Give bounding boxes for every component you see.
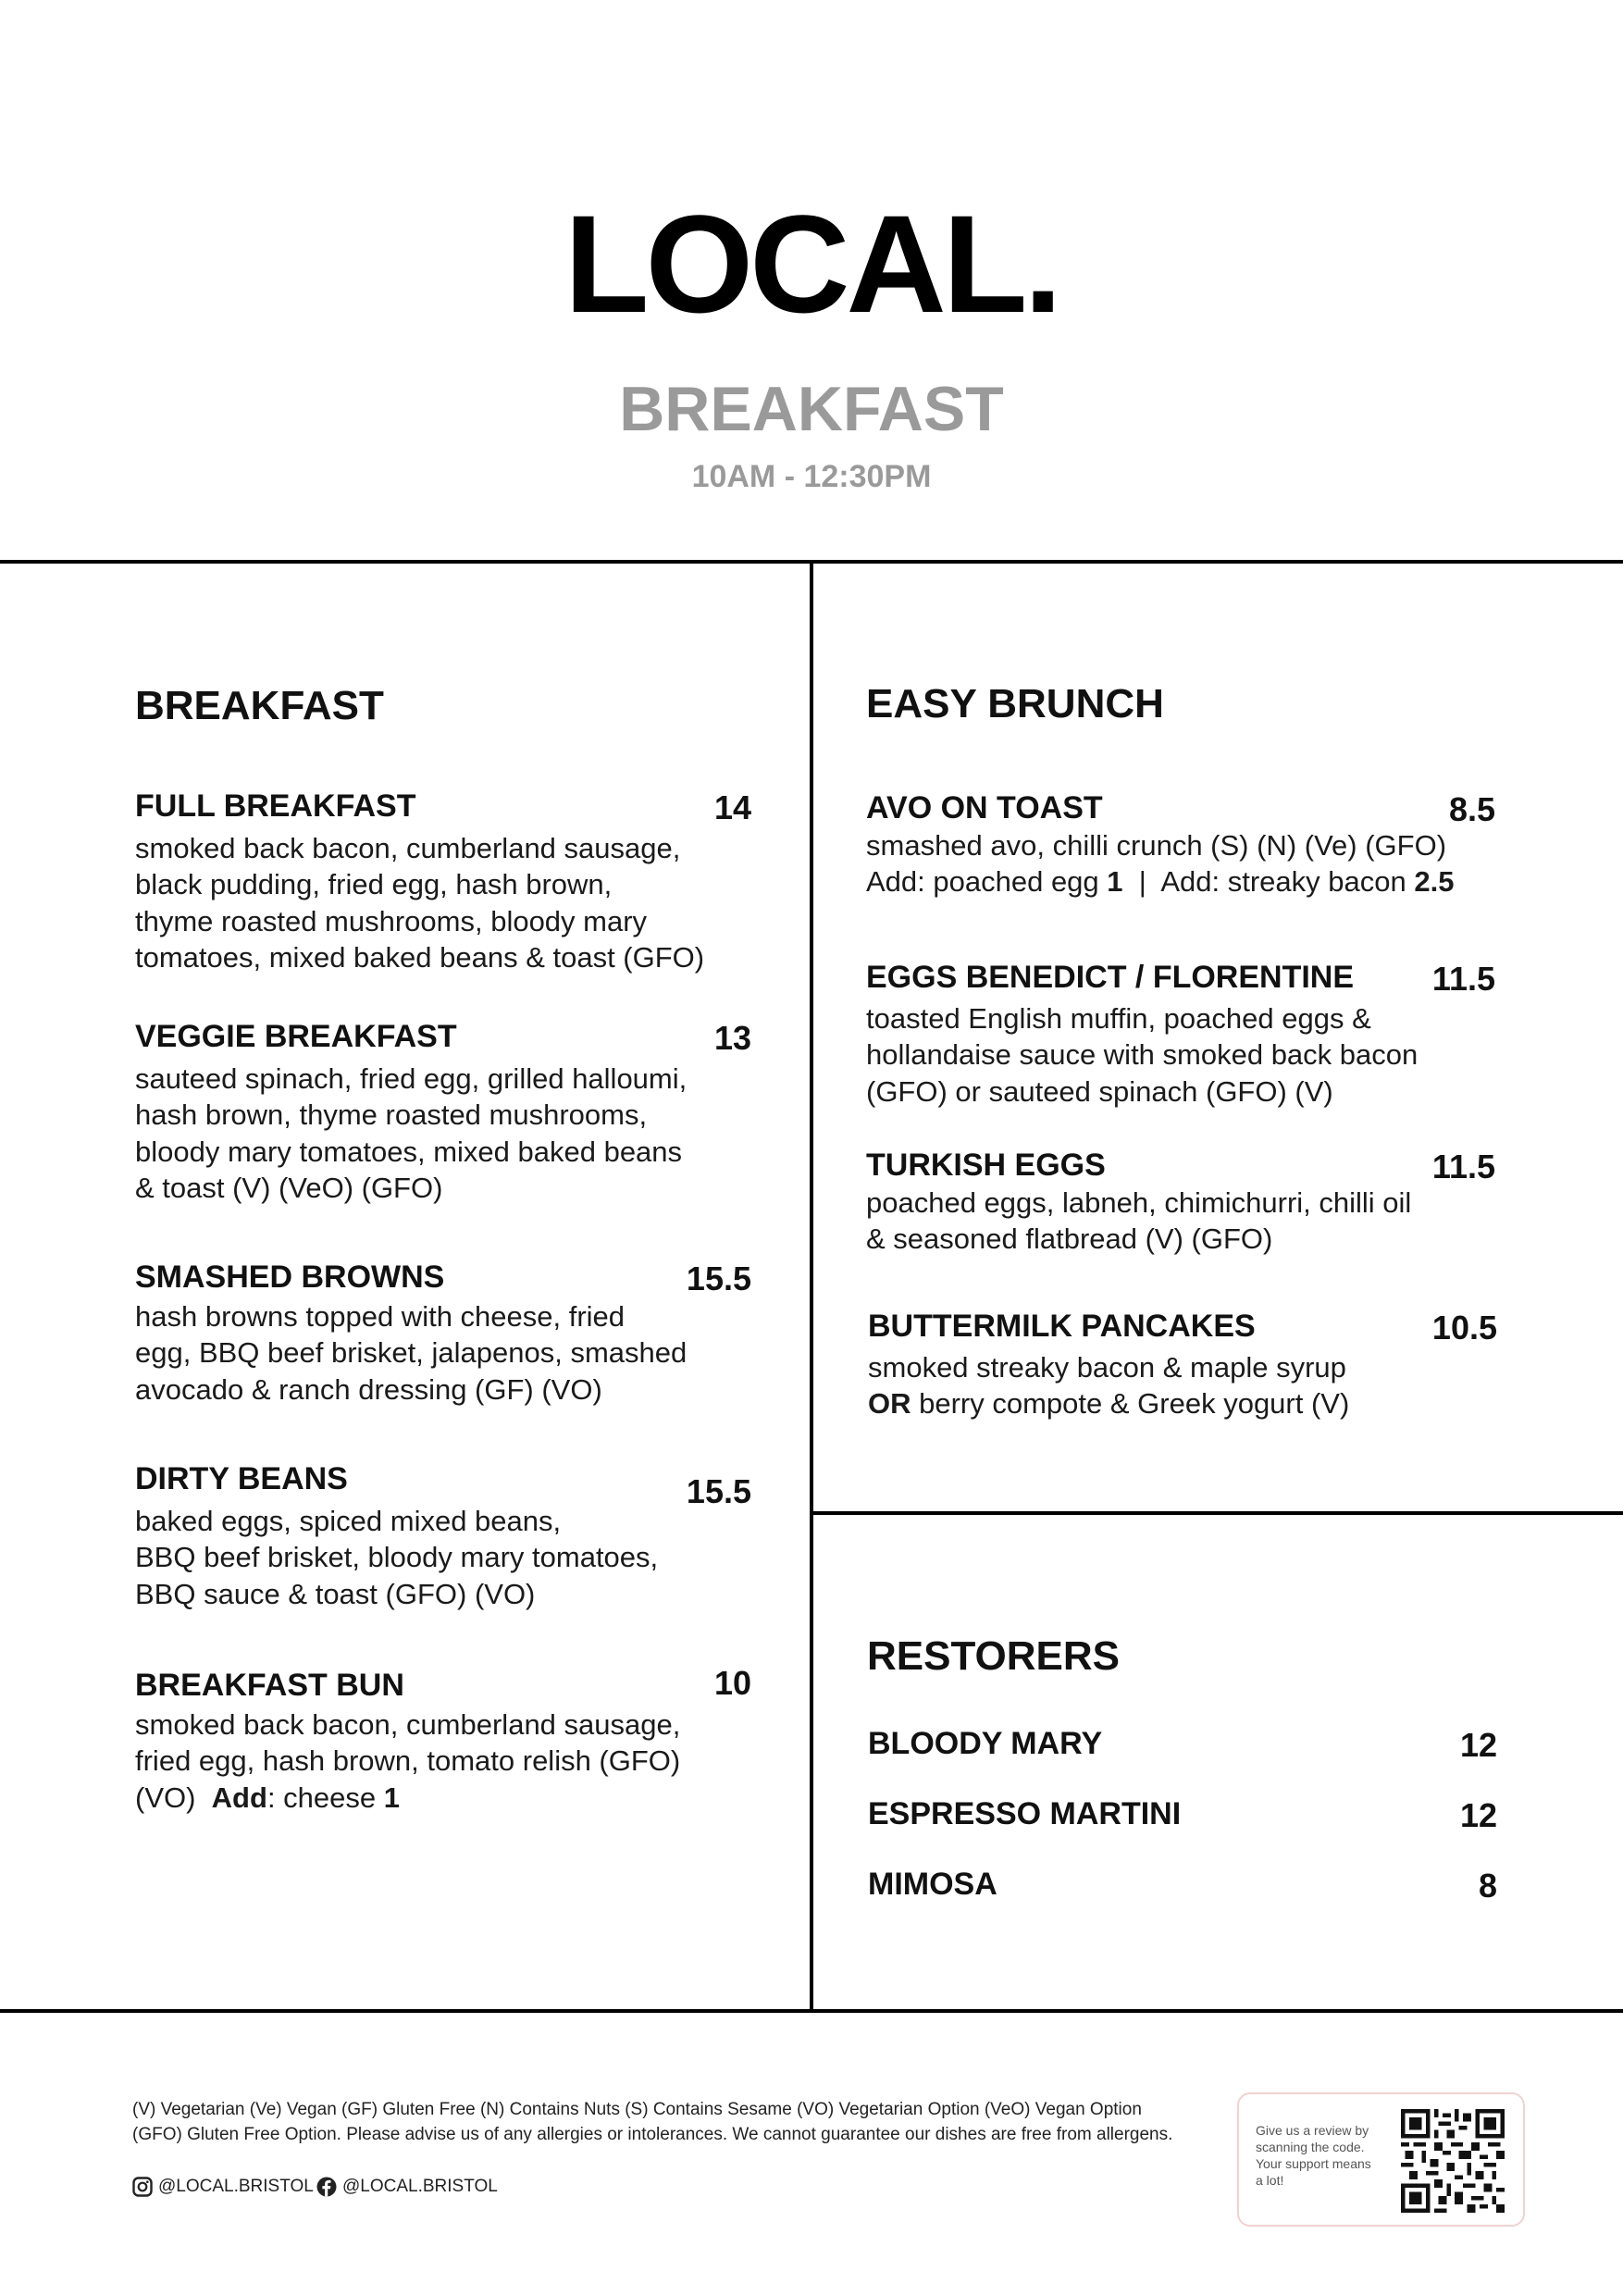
description-line: smoked back bacon, cumberland sausage, xyxy=(135,1707,681,1741)
item-description xyxy=(135,1061,751,1207)
item-name: ESPRESSO MARTINI xyxy=(868,1796,1182,1831)
instagram-handle[interactable] xyxy=(132,2175,314,2199)
item-description xyxy=(135,1503,751,1613)
menu-item-veggie-breakfast xyxy=(135,1018,751,1207)
legend-line: (GFO) Gluten Free Option. Please advise us of any allergies or intolerances. We cannot guarantee our dishes are free from allergens. xyxy=(132,2125,1173,2144)
add-text: Add: streaky bacon xyxy=(1160,865,1406,899)
item-description xyxy=(866,1185,1495,1258)
menu-item-avo-on-toast xyxy=(866,789,1495,900)
description-line: smoked back bacon, cumberland sausage, xyxy=(135,831,681,864)
item-name: DIRTY BEANS xyxy=(135,1461,348,1496)
review-prompt-line: scanning the code. xyxy=(1256,2140,1365,2154)
menu-item-eggs-benedict xyxy=(866,959,1495,1110)
description-line: thyme roasted mushrooms, bloody mary xyxy=(135,904,648,937)
item-price: 14 xyxy=(713,788,751,826)
item-price: 8.5 xyxy=(1448,790,1495,828)
description-line: hollandaise sauce with smoked back bacon xyxy=(866,1038,1419,1072)
description-line: hash brown, thyme roasted mushrooms, xyxy=(135,1098,648,1132)
item-price: 12 xyxy=(1459,1796,1497,1834)
menu-item-buttermilk-pancakes xyxy=(868,1308,1497,1422)
description-line: & seasoned flatbread (V) (GFO) xyxy=(866,1222,1273,1256)
right-section-divider xyxy=(810,1511,1623,1515)
review-prompt xyxy=(1256,2122,1394,2189)
drink-item-mimosa xyxy=(868,1866,1497,1906)
allergen-legend xyxy=(132,2097,1196,2147)
item-price: 13 xyxy=(713,1019,751,1057)
item-price: 11.5 xyxy=(1431,1148,1495,1185)
description-line: BBQ sauce & toast (GFO) (VO) xyxy=(135,1577,536,1610)
description-line xyxy=(868,1385,1497,1422)
item-price: 11.5 xyxy=(1431,960,1495,998)
instagram-icon xyxy=(132,2177,153,2197)
review-prompt-line: Give us a review by xyxy=(1256,2123,1369,2138)
item-description xyxy=(135,1298,751,1409)
easy-brunch-section-title: EASY BRUNCH xyxy=(866,681,1164,726)
instagram-handle-text: @LOCAL.BRISTOL xyxy=(158,2177,314,2196)
or-text: berry compote & Greek yogurt (V) xyxy=(919,1387,1350,1421)
description-line: BBQ beef brisket, bloody mary tomatoes, xyxy=(135,1541,659,1574)
description-line: toasted English muffin, poached eggs & xyxy=(866,1001,1371,1035)
facebook-handle[interactable] xyxy=(316,2175,498,2199)
description-line xyxy=(135,1780,751,1817)
add-price: 1 xyxy=(383,1781,401,1814)
facebook-icon xyxy=(316,2177,337,2197)
description-line: black pudding, fried egg, hash brown, xyxy=(135,868,613,901)
description-line: smashed avo, chilli crunch (S) (N) (Ve) (GFO) xyxy=(866,828,1447,862)
description-line: baked eggs, spiced mixed beans, xyxy=(135,1504,562,1537)
center-divider xyxy=(810,560,813,2013)
drink-item-espresso-martini xyxy=(868,1795,1497,1836)
description-line: bloody mary tomatoes, mixed baked beans xyxy=(135,1135,683,1168)
description-line: sauteed spinach, fried egg, grilled halloumi, xyxy=(135,1061,688,1095)
item-price: 15.5 xyxy=(686,1472,751,1510)
menu-item-full-breakfast xyxy=(135,788,751,976)
description-line: poached eggs, labneh, chimichurri, chilli oil xyxy=(866,1185,1412,1219)
description-line: tomatoes, mixed baked beans & toast (GFO) xyxy=(135,941,705,974)
item-description xyxy=(866,1000,1495,1111)
item-description xyxy=(868,1349,1497,1422)
description-line: smoked streaky bacon & maple syrup xyxy=(868,1350,1346,1384)
description-line: egg, BBQ beef brisket, jalapenos, smashed xyxy=(135,1336,688,1370)
add-price: 1 xyxy=(1107,865,1123,899)
facebook-handle-text: @LOCAL.BRISTOL xyxy=(342,2177,498,2196)
review-prompt-line: a lot! xyxy=(1256,2173,1284,2188)
qr-code-icon[interactable] xyxy=(1401,2109,1505,2213)
separator: | xyxy=(1138,865,1146,899)
description-line: avocado & ranch dressing (GF) (VO) xyxy=(135,1372,602,1406)
menu-hours: 10AM - 12:30PM xyxy=(691,459,932,494)
item-name: AVO ON TOAST xyxy=(866,790,1103,825)
item-price: 8 xyxy=(1478,1867,1497,1905)
item-name: BUTTERMILK PANCAKES xyxy=(868,1309,1256,1344)
add-text: Add: poached egg xyxy=(866,865,1099,899)
item-description xyxy=(135,1706,751,1817)
restorers-section-title: RESTORERS xyxy=(867,1633,1121,1679)
description-line xyxy=(866,863,1495,900)
menu-item-dirty-beans xyxy=(135,1460,751,1612)
legend-line: (V) Vegetarian (Ve) Vegan (GF) Gluten Free (N) Contains Nuts (S) Contains Sesame (VO) Vegetarian Option (VeO) Vegan Option xyxy=(132,2100,1142,2119)
menu-item-breakfast-bun xyxy=(135,1664,751,1816)
menu-title: BREAKFAST xyxy=(619,374,1004,444)
item-name: BLOODY MARY xyxy=(868,1726,1103,1761)
item-price: 15.5 xyxy=(686,1260,751,1297)
or-label: OR xyxy=(868,1387,911,1421)
item-name: FULL BREAKFAST xyxy=(135,788,416,824)
menu-item-turkish-eggs xyxy=(866,1147,1495,1258)
item-name: VEGGIE BREAKFAST xyxy=(135,1019,457,1054)
add-text: : cheese xyxy=(266,1781,377,1814)
item-name: MIMOSA xyxy=(868,1867,997,1902)
bottom-divider xyxy=(0,2009,1623,2013)
item-price: 10.5 xyxy=(1431,1309,1497,1347)
item-name: EGGS BENEDICT / FLORENTINE xyxy=(866,960,1355,995)
description-line: hash browns topped with cheese, fried xyxy=(135,1299,626,1333)
menu-item-smashed-browns xyxy=(135,1259,751,1408)
add-label: Add xyxy=(211,1781,267,1814)
description-line: fried egg, hash brown, tomato relish (GFO) xyxy=(135,1744,681,1778)
item-price: 10 xyxy=(713,1664,751,1702)
review-qr-card[interactable] xyxy=(1237,2092,1525,2227)
item-name: TURKISH EGGS xyxy=(866,1148,1106,1183)
review-prompt-line: Your support means xyxy=(1256,2156,1371,2171)
option-tag: (VO) xyxy=(135,1781,196,1814)
item-name: SMASHED BROWNS xyxy=(135,1260,445,1295)
item-price: 12 xyxy=(1459,1726,1497,1764)
item-description xyxy=(866,827,1495,900)
brand-logo: LOCAL. xyxy=(564,186,1059,341)
drink-item-bloody-mary xyxy=(868,1725,1497,1766)
description-line: & toast (V) (VeO) (GFO) xyxy=(135,1172,443,1205)
item-description xyxy=(135,830,751,976)
item-name: BREAKFAST BUN xyxy=(135,1668,404,1703)
description-line: (GFO) or sauteed spinach (GFO) (V) xyxy=(866,1074,1333,1108)
breakfast-section-title: BREAKFAST xyxy=(135,683,384,728)
add-price: 2.5 xyxy=(1414,865,1455,899)
